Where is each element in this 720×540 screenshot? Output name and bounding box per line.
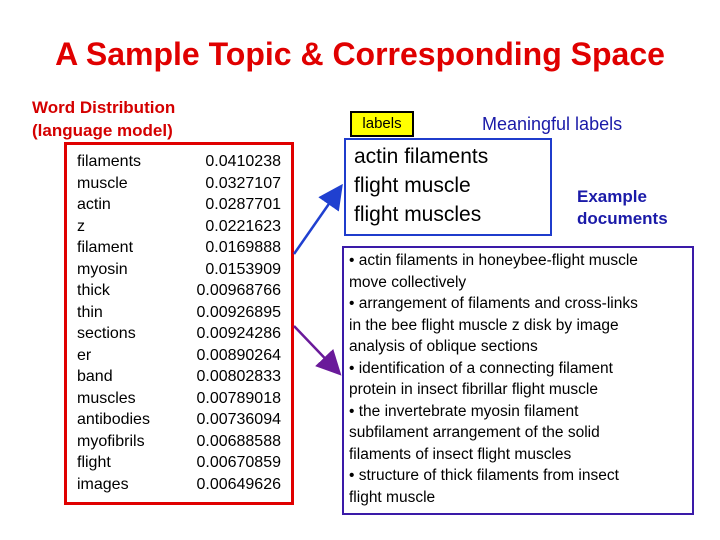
- meaningful-labels-heading: Meaningful labels: [482, 114, 623, 134]
- word-term: thin: [77, 303, 103, 321]
- document-line: move collectively: [349, 273, 467, 291]
- label-item: flight muscles: [354, 203, 482, 226]
- word-probability: 0.00890264: [196, 346, 281, 364]
- word-probability: 0.0410238: [205, 153, 281, 170]
- document-line: • identification of a connecting filament: [349, 359, 613, 377]
- word-term: band: [77, 368, 113, 385]
- document-line: filaments of insect flight muscles: [349, 445, 572, 463]
- word-term: muscles: [77, 389, 136, 407]
- word-term: filaments: [77, 153, 142, 170]
- document-line: in the bee flight muscle z disk by image: [349, 316, 619, 334]
- word-probability: 0.00926895: [196, 303, 281, 321]
- document-line: analysis of oblique sections: [349, 338, 538, 355]
- word-probability: 0.00649626: [196, 475, 281, 493]
- word-probability: 0.00789018: [196, 389, 281, 407]
- document-line: • actin filaments in honeybee-flight muscle: [349, 252, 638, 269]
- word-probability: 0.0287701: [205, 196, 281, 213]
- word-term: sections: [77, 325, 136, 342]
- word-term: antibodies: [77, 411, 150, 428]
- word-term: thick: [77, 282, 110, 299]
- example-heading-line1: Example: [577, 187, 647, 206]
- word-term: er: [77, 346, 92, 364]
- word-probability: 0.00968766: [196, 282, 281, 299]
- word-term: myosin: [77, 260, 128, 278]
- word-probability: 0.00736094: [196, 411, 281, 428]
- word-probability: 0.0153909: [205, 260, 281, 278]
- word-probability: 0.00688588: [196, 432, 281, 450]
- word-probability: 0.00802833: [196, 368, 281, 385]
- word-distribution-heading-line1: Word Distribution: [32, 98, 176, 117]
- word-probability: 0.00924286: [196, 325, 281, 342]
- page-title: A Sample Topic & Corresponding Space: [55, 36, 665, 72]
- word-distribution-heading-line2: (language model): [32, 121, 173, 140]
- word-term: z: [77, 217, 85, 235]
- word-probability: 0.0327107: [205, 174, 281, 192]
- word-term: actin: [77, 196, 111, 213]
- arrow-to-labels: [294, 188, 340, 254]
- word-probability: 0.0169888: [205, 239, 281, 256]
- word-term: myofibrils: [77, 432, 145, 450]
- document-line: subfilament arrangement of the solid: [349, 424, 600, 441]
- word-term: flight: [77, 454, 111, 471]
- document-line: flight muscle: [349, 488, 436, 506]
- arrow-to-documents: [294, 326, 338, 372]
- label-item: actin filaments: [354, 145, 489, 168]
- word-term: filament: [77, 239, 134, 256]
- document-line: • arrangement of filaments and cross-links: [349, 295, 638, 312]
- label-item: flight muscle: [354, 174, 471, 197]
- word-probability: 0.00670859: [196, 454, 281, 471]
- word-term: images: [77, 475, 129, 493]
- labels-tag: labels: [350, 111, 414, 137]
- document-line: protein in insect fibrillar flight muscle: [349, 381, 598, 398]
- word-term: muscle: [77, 174, 128, 192]
- example-heading-line2: documents: [577, 209, 668, 228]
- document-line: • structure of thick filaments from insect: [349, 467, 619, 484]
- word-probability: 0.0221623: [205, 217, 281, 235]
- document-line: • the invertebrate myosin filament: [349, 402, 579, 420]
